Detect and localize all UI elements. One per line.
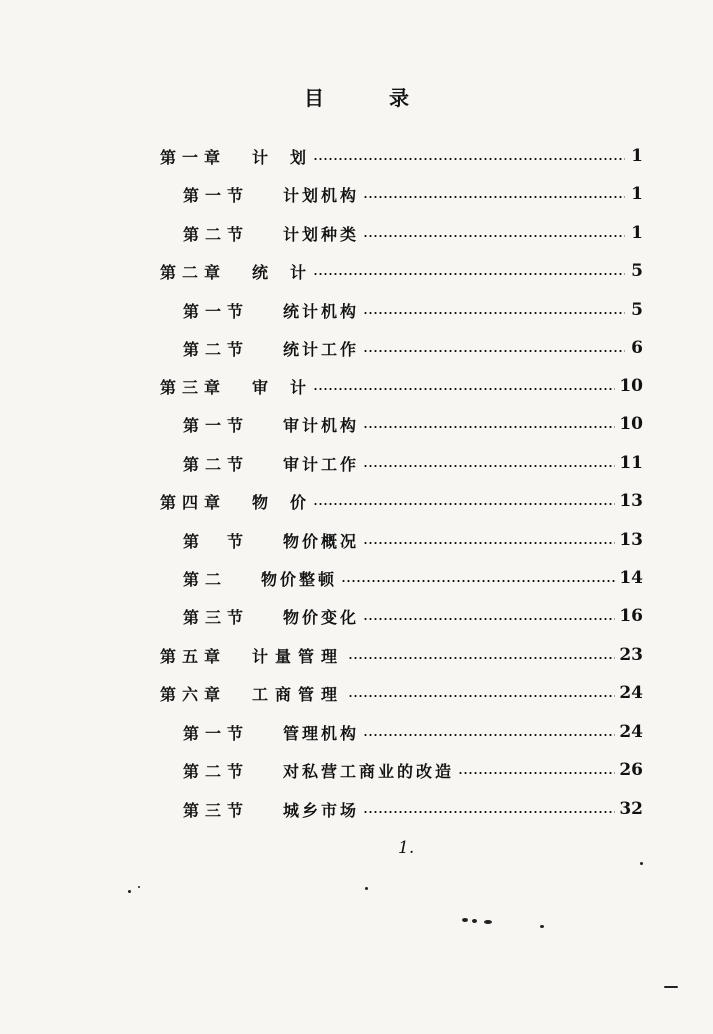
toc-entry-label: 第一节 bbox=[183, 415, 250, 435]
scan-speck bbox=[462, 918, 468, 922]
toc-page-number: 32 bbox=[619, 799, 643, 819]
toc-page-number: 1 bbox=[631, 146, 643, 166]
toc-section-row bbox=[183, 335, 643, 361]
toc-entry-title: 城乡市场 bbox=[283, 800, 360, 820]
scan-speck bbox=[540, 925, 544, 928]
toc-entry-title: 计划机构 bbox=[283, 185, 360, 205]
toc-leader-dots bbox=[363, 426, 615, 428]
toc-page-number: 10 bbox=[619, 376, 643, 396]
toc-section-row bbox=[183, 450, 643, 476]
toc-entry-label: 第二章 bbox=[160, 262, 227, 282]
toc-page-number: 5 bbox=[631, 261, 643, 281]
scan-speck bbox=[138, 886, 140, 888]
toc-entry-title: 计 划 bbox=[252, 147, 310, 167]
toc-section-row bbox=[183, 565, 643, 591]
page-number: 1. bbox=[398, 838, 415, 858]
toc-leader-dots bbox=[363, 618, 615, 620]
title-char-right: 录 bbox=[388, 86, 409, 110]
toc-page-number: 1 bbox=[631, 184, 643, 204]
toc-entry-label: 第二 bbox=[183, 569, 228, 589]
toc-entry-label: 第 节 bbox=[183, 531, 250, 551]
toc-entry-title: 审 计 bbox=[252, 377, 310, 397]
toc-section-row bbox=[183, 181, 643, 207]
toc-leader-dots bbox=[313, 273, 625, 275]
toc-entry-title: 物价概况 bbox=[283, 531, 360, 551]
toc-leader-dots bbox=[458, 772, 615, 774]
toc-chapter-row bbox=[160, 143, 643, 169]
toc-entry-label: 第一节 bbox=[183, 301, 250, 321]
toc-leader-dots bbox=[363, 235, 625, 237]
toc-page-number: 11 bbox=[619, 453, 643, 473]
toc-section-row bbox=[183, 719, 643, 745]
toc-entry-label: 第一章 bbox=[160, 147, 227, 167]
toc-page-number: 26 bbox=[619, 760, 643, 780]
toc-entry-title: 物价变化 bbox=[283, 607, 360, 627]
toc-entry-label: 第二节 bbox=[183, 339, 250, 359]
toc-leader-dots bbox=[363, 312, 625, 314]
toc-chapter-row bbox=[160, 642, 643, 668]
toc-entry-label: 第二节 bbox=[183, 224, 250, 244]
scan-speck bbox=[472, 919, 477, 923]
toc-section-row bbox=[183, 603, 643, 629]
toc-entry-label: 第二节 bbox=[183, 454, 250, 474]
toc-page-number: 24 bbox=[619, 683, 643, 703]
toc-chapter-row bbox=[160, 258, 643, 284]
toc-entry-title: 物价整顿 bbox=[261, 569, 338, 589]
toc-page-number: 13 bbox=[619, 530, 643, 550]
toc-chapter-row bbox=[160, 373, 643, 399]
toc-entry-title: 对私营工商业的改造 bbox=[283, 761, 455, 781]
toc-entry-label: 第五章 bbox=[160, 646, 227, 666]
toc-entry-label: 第三节 bbox=[183, 607, 250, 627]
toc-section-row bbox=[183, 796, 643, 822]
toc-leader-dots bbox=[348, 695, 615, 697]
toc-page-number: 6 bbox=[631, 338, 643, 358]
toc-leader-dots bbox=[363, 811, 615, 813]
toc-page-number: 13 bbox=[619, 491, 643, 511]
toc-entry-label: 第三节 bbox=[183, 800, 250, 820]
toc-entry-label: 第六章 bbox=[160, 684, 227, 704]
toc-section-row bbox=[183, 527, 643, 553]
toc-leader-dots bbox=[313, 158, 625, 160]
toc-leader-dots bbox=[341, 580, 615, 582]
toc-page-number: 1 bbox=[631, 223, 643, 243]
scan-speck bbox=[640, 862, 643, 865]
toc-leader-dots bbox=[363, 196, 625, 198]
toc-chapter-row bbox=[160, 488, 643, 514]
page-title bbox=[0, 82, 713, 111]
toc-leader-dots bbox=[363, 542, 615, 544]
toc-page-number: 5 bbox=[631, 300, 643, 320]
toc-entry-title: 统 计 bbox=[252, 262, 310, 282]
toc-leader-dots bbox=[363, 350, 625, 352]
toc-entry-title: 物 价 bbox=[252, 492, 310, 512]
scan-speck bbox=[664, 986, 678, 988]
toc-entry-label: 第四章 bbox=[160, 492, 227, 512]
toc-entry-label: 第一节 bbox=[183, 185, 250, 205]
toc-section-row bbox=[183, 220, 643, 246]
toc-leader-dots bbox=[313, 503, 615, 505]
toc-section-row bbox=[183, 757, 643, 783]
toc-leader-dots bbox=[363, 465, 615, 467]
toc-leader-dots bbox=[363, 734, 615, 736]
title-char-left: 目 bbox=[304, 86, 325, 110]
toc-entry-label: 第一节 bbox=[183, 723, 250, 743]
scan-speck bbox=[128, 890, 131, 893]
scan-speck bbox=[365, 887, 368, 890]
toc-entry-label: 第二节 bbox=[183, 761, 250, 781]
toc-entry-title: 审计机构 bbox=[283, 415, 360, 435]
toc-leader-dots bbox=[313, 388, 615, 390]
toc-page-number: 10 bbox=[619, 414, 643, 434]
toc-leader-dots bbox=[348, 657, 615, 659]
toc-entry-title: 计划种类 bbox=[283, 224, 360, 244]
toc-entry-title: 审计工作 bbox=[283, 454, 360, 474]
toc-page-number: 23 bbox=[619, 645, 643, 665]
toc-entry-label: 第三章 bbox=[160, 377, 227, 397]
toc-page-number: 14 bbox=[619, 568, 643, 588]
toc-page-number: 16 bbox=[619, 606, 643, 626]
toc-entry-title: 统计机构 bbox=[283, 301, 360, 321]
toc-section-row bbox=[183, 411, 643, 437]
toc-entry-title: 管理机构 bbox=[283, 723, 360, 743]
toc-chapter-row bbox=[160, 680, 643, 706]
toc-entry-title: 工商管理 bbox=[252, 684, 345, 704]
toc-page-number: 24 bbox=[619, 722, 643, 742]
toc-entry-title: 统计工作 bbox=[283, 339, 360, 359]
toc-entry-title: 计量管理 bbox=[252, 646, 345, 666]
toc-section-row bbox=[183, 297, 643, 323]
scan-speck bbox=[484, 920, 492, 924]
